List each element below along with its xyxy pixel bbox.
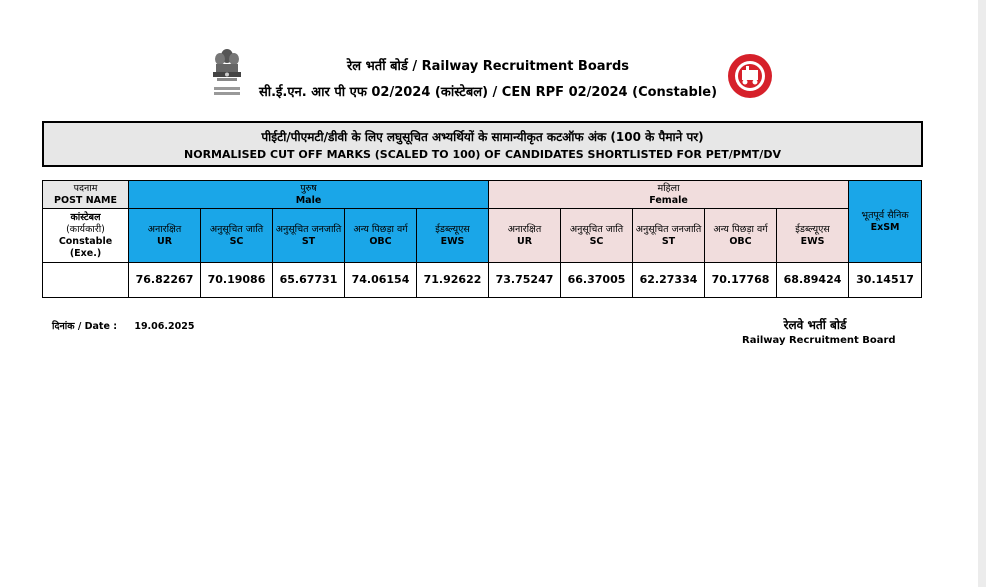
male-header: [129, 181, 489, 209]
category-hindi: ईडब्ल्यूएस: [435, 223, 470, 235]
category-hindi: अन्य पिछड़ा वर्ग: [353, 223, 408, 235]
header-subtitle: सी.ई.एन. आर पी एफ 02/2024 (कांस्टेबल) / CEN RPF 02/2024 (Constable): [258, 85, 718, 100]
title-hindi: पीईटी/पीएमटी/डीवी के लिए लघुसूचित अभ्यर्थियों के सामान्यीकृत कटऑफ अंक (100 के पैमाने पर): [261, 130, 704, 144]
female-value-obc: 70.17768: [705, 263, 777, 298]
category-english: ST: [301, 235, 316, 247]
female-category-obc: [705, 209, 777, 263]
post-name-header: [43, 181, 129, 209]
male-category-obc: [345, 209, 417, 263]
exsm-header: [849, 181, 922, 263]
date-label: दिनांक / Date :: [52, 321, 118, 332]
male-header-english: Male: [295, 194, 322, 206]
national-emblem-icon: [208, 47, 246, 103]
category-english: OBC: [729, 235, 752, 247]
exsm-header-english: ExSM: [870, 221, 900, 233]
post-header-english: POST NAME: [54, 194, 117, 206]
female-category-ur: [489, 209, 561, 263]
post-name-hindi: कांस्टेबल: [70, 211, 101, 223]
title-english: NORMALISED CUT OFF MARKS (SCALED TO 100) OF CANDIDATES SHORTLISTED FOR PET/PMT/DV: [184, 148, 781, 161]
category-english: UR: [517, 235, 533, 247]
signature-english: Railway Recruitment Board: [742, 335, 896, 346]
female-header: [489, 181, 849, 209]
female-category-ews: [777, 209, 849, 263]
category-hindi: अनारक्षित: [147, 223, 182, 235]
date-line: [52, 319, 194, 332]
scrollbar[interactable]: [978, 0, 986, 587]
female-value-st: 62.27334: [633, 263, 705, 298]
exsm-value: 30.14517: [849, 263, 922, 298]
category-hindi: अनुसूचित जाति: [209, 223, 264, 235]
male-category-ur: [129, 209, 201, 263]
category-english: SC: [589, 235, 604, 247]
female-value-ur: 73.75247: [489, 263, 561, 298]
category-hindi: अनुसूचित जनजाति: [635, 223, 702, 235]
category-english: OBC: [369, 235, 392, 247]
female-header-english: Female: [649, 194, 688, 206]
signature-hindi: रेलवे भर्ती बोर्ड: [783, 318, 847, 332]
cutoff-table: [42, 180, 922, 298]
category-english: EWS: [440, 235, 465, 247]
male-header-hindi: पुरुष: [300, 182, 317, 194]
male-category-ews: [417, 209, 489, 263]
category-english: SC: [229, 235, 244, 247]
female-category-st: [633, 209, 705, 263]
male-category-sc: [201, 209, 273, 263]
header-title: रेल भर्ती बोर्ड / Railway Recruitment Boards: [346, 59, 629, 74]
male-value-ur: 76.82267: [129, 263, 201, 298]
post-name-cell: [43, 209, 129, 263]
post-name-hindi-sub: (कार्यकारी): [66, 223, 105, 235]
male-value-ews: 71.92622: [417, 263, 489, 298]
female-header-hindi: महिला: [657, 182, 680, 194]
indian-railways-logo-icon: [722, 52, 778, 100]
category-hindi: अनुसूचित जाति: [569, 223, 624, 235]
category-hindi: अनारक्षित: [507, 223, 542, 235]
category-english: UR: [156, 235, 173, 247]
category-hindi: अनुसूचित जनजाति: [275, 223, 342, 235]
category-english: EWS: [800, 235, 825, 247]
male-value-obc: 74.06154: [345, 263, 417, 298]
male-category-st: [273, 209, 345, 263]
female-value-ews: 68.89424: [777, 263, 849, 298]
female-category-sc: [561, 209, 633, 263]
post-name-english: Constable (Exe.): [58, 235, 113, 259]
exsm-header-hindi: भूतपूर्व सैनिक: [861, 209, 909, 221]
title-box: [42, 121, 923, 167]
male-value-sc: 70.19086: [201, 263, 273, 298]
category-hindi: अन्य पिछड़ा वर्ग: [713, 223, 768, 235]
category-english: ST: [661, 235, 676, 247]
blank-cell: [43, 263, 129, 298]
date-value: 19.06.2025: [134, 321, 195, 332]
female-value-sc: 66.37005: [561, 263, 633, 298]
post-header-hindi: पदनाम: [73, 182, 98, 194]
category-hindi: ईडब्ल्यूएस: [795, 223, 830, 235]
male-value-st: 65.67731: [273, 263, 345, 298]
